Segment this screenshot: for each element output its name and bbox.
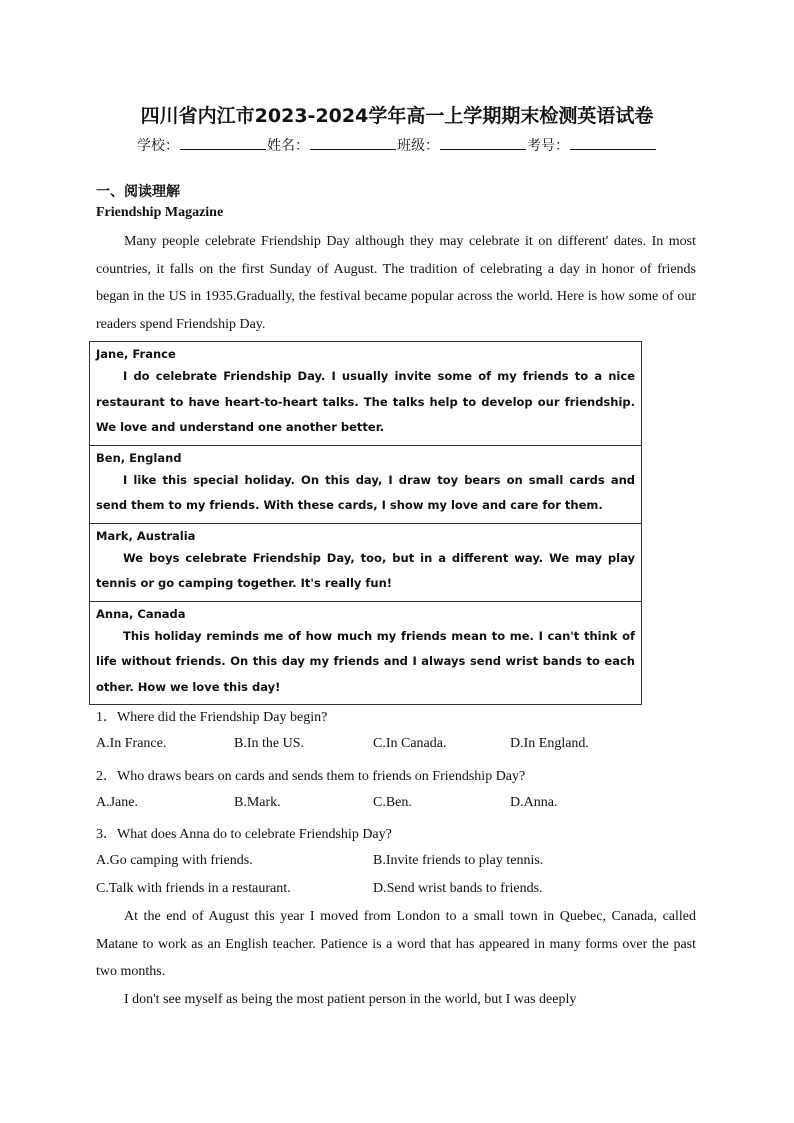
passage-title: Friendship Magazine [96,205,224,220]
reader-text-content: I do celebrate Friendship Day. I usually invite some of my friends to a nice restaurant to have heart-to-heart talks. The talks help to develop our friendship. We love and understand one another better. [96,369,635,434]
passage-intro-text: Many people celebrate Friendship Day although they may celebrate it on different' dates. In most countries, it falls on the first Sunday of August. The tradition of celebrating a day in honor of friends began in the US in 1935.Gradually, the festival became popular across the world. Here is how some of our readers spend Friendship Day. [96,234,696,332]
student-info-line [0,135,794,155]
reader-name: Mark, Australia [96,528,196,543]
class-label: 班级： [397,138,439,154]
reader-cell [90,445,642,523]
question-stem: 1．Where did the Friendship Day begin? [96,710,328,725]
option-d[interactable]: D.In England. [510,736,589,751]
name-blank[interactable] [310,137,396,150]
name-label: 姓名： [267,138,309,154]
option-b[interactable]: B.Invite friends to play tennis. [373,853,544,868]
number-blank[interactable] [570,137,656,150]
reader-row [90,342,642,446]
option-c[interactable]: C.In Canada. [373,736,447,751]
reader-row [90,445,642,523]
option-d[interactable]: D.Anna. [510,795,558,810]
reader-text [96,468,635,519]
option-a[interactable]: A.Go camping with friends. [96,853,253,868]
option-c[interactable]: C.Ben. [373,795,412,810]
reader-text [96,624,635,701]
question-stem: 3．What does Anna do to celebrate Friendship Day? [96,827,392,842]
passage2-paragraph [96,903,696,986]
reader-cell [90,523,642,601]
school-blank[interactable] [180,137,266,150]
reader-cell [90,342,642,446]
reader-cell [90,601,642,705]
reader-text [96,546,635,597]
option-a[interactable]: A.In France. [96,736,167,751]
reader-row [90,523,642,601]
reader-text-content: This holiday reminds me of how much my friends mean to me. I can't think of life without friends. On this day my friends and I always send wrist bands to each other. How we love this day! [96,628,635,694]
passage2-paragraph-text: At the end of August this year I moved from London to a small town in Quebec, Canada, called Matane to work as an English teacher. Patience is a word that has appeared in many forms over the past two months. [96,909,696,979]
reader-name: Jane, France [96,347,176,361]
option-b[interactable]: B.Mark. [234,795,281,810]
reader-name: Anna, Canada [96,606,186,621]
class-blank[interactable] [440,137,526,150]
option-b[interactable]: B.In the US. [234,736,304,751]
option-c[interactable]: C.Talk with friends in a restaurant. [96,881,291,896]
readers-table [89,341,642,705]
reader-text-content: We boys celebrate Friendship Day, too, but in a different way. We may play tennis or go camping together. It's really fun! [96,550,635,590]
school-label: 学校： [137,138,179,154]
reader-name: Ben, England [96,450,182,465]
passage2-paragraph-text: I don't see myself as being the most patient person in the world, but I was deeply [124,992,577,1007]
number-label: 考号： [527,138,569,154]
exam-title: 四川省内江市2023-2024学年高一上学期期末检测英语试卷 [140,105,654,127]
passage2-paragraph [96,986,696,1014]
question-stem: 2．Who draws bears on cards and sends them to friends on Friendship Day? [96,769,526,784]
section-heading: 一、阅读理解 [96,184,180,200]
reader-row [90,601,642,705]
option-d[interactable]: D.Send wrist bands to friends. [373,881,543,896]
reader-text [96,364,635,441]
passage-intro [96,228,696,338]
reader-text-content: I like this special holiday. On this day, I draw toy bears on small cards and send them to my friends. With these cards, I show my love and care for them. [96,472,635,512]
option-a[interactable]: A.Jane. [96,795,138,810]
